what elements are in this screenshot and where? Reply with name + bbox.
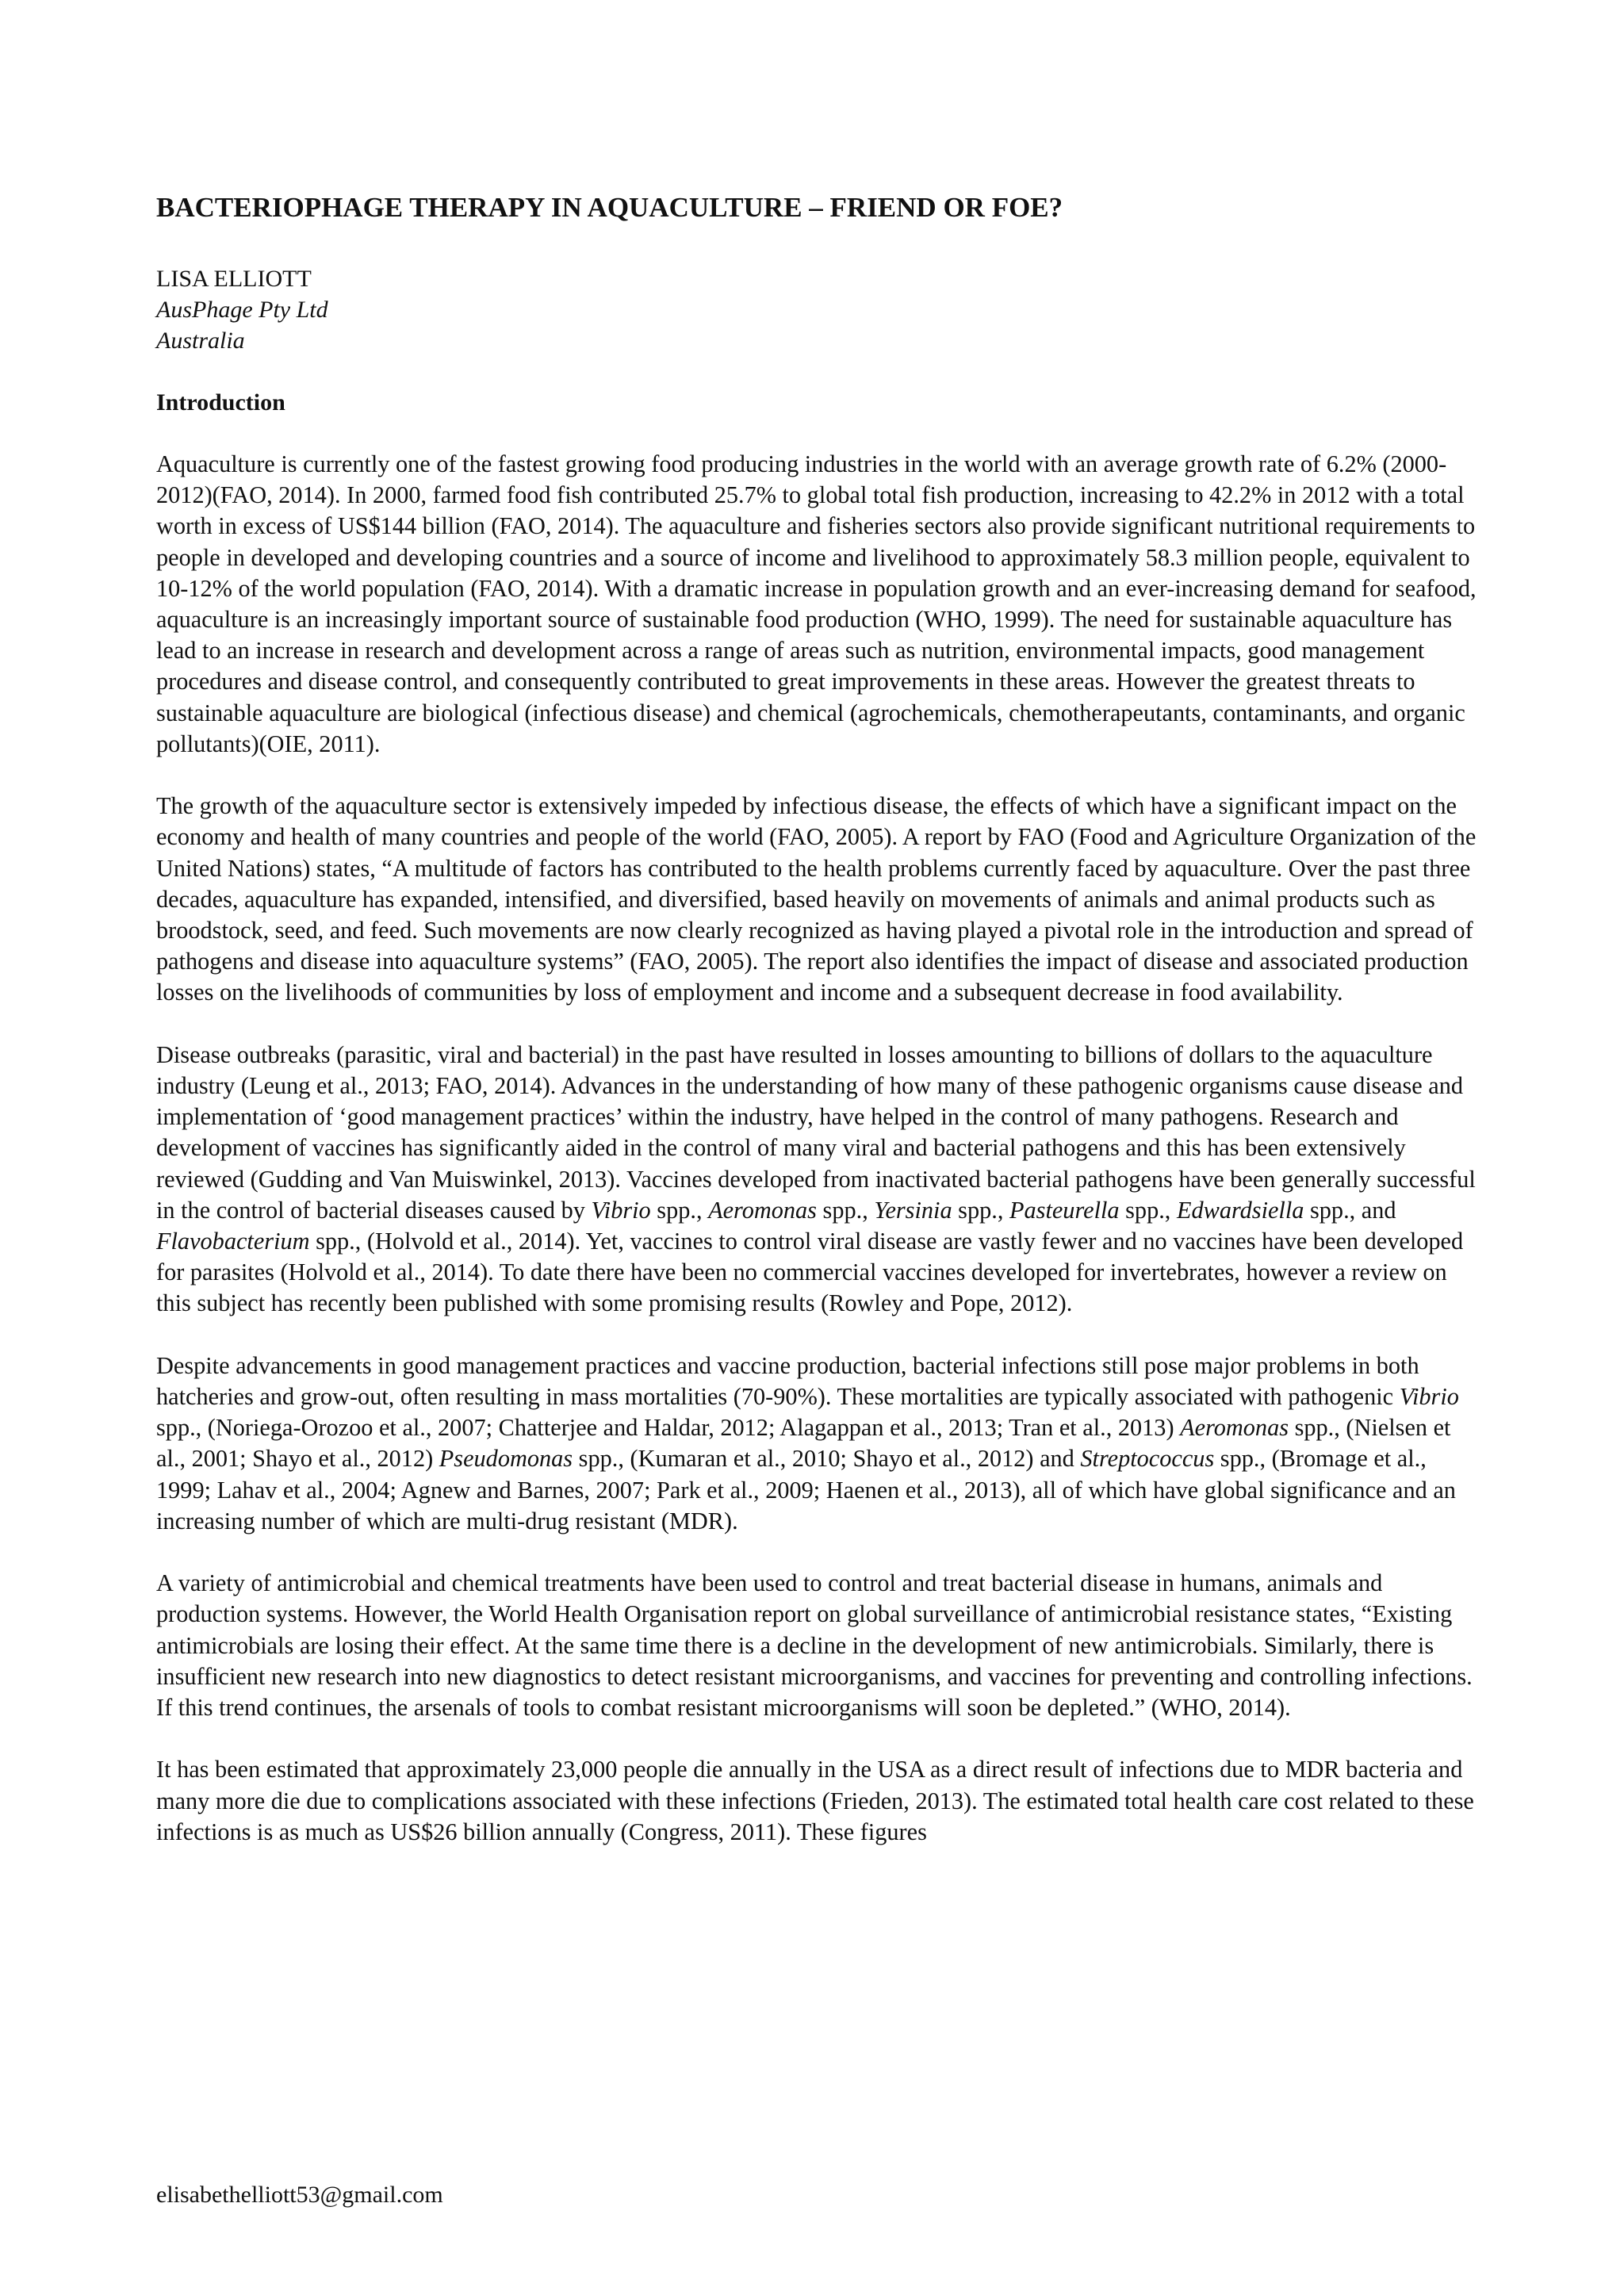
italic-term: Pseudomonas [439, 1445, 573, 1473]
paper-title: BACTERIOPHAGE THERAPY IN AQUACULTURE – FRIEND OR FOE? [156, 192, 1063, 223]
italic-term: Streptococcus [1080, 1445, 1215, 1473]
text-run: spp., (Noriega-Orozoo et al., 2007; Chatterjee and Haldar, 2012; Alagappan et al., 2013; Tran et al., 2013) [156, 1414, 1181, 1442]
italic-term: Edwardsiella [1176, 1196, 1304, 1224]
text-run: spp., (Nielsen et al., 2001; Shayo et al., 2012) [156, 1414, 1451, 1473]
footer-email: elisabethelliott53@gmail.com [156, 2182, 443, 2208]
text-run: The growth of the aquaculture sector is extensively impeded by infectious disease, the effects of which have a significant impact on the economy and health of many countries and people of the world (FAO, 2005). A report by FAO (Food and Agriculture Organization of the United Nations) states, “A multitude of factors has contributed to the health problems currently faced by aquaculture. Over the past three decades, aquaculture has expanded, intensified, and diversified, based heavily on movements of animals and animal products such as broodstock, seed, and feed. Such movements are now clearly recognized as having played a pivotal role in the introduction and spread of pathogens and disease into aquaculture systems” (FAO, 2005). The report also identifies the impact of disease and associated production losses on the livelihoods of communities by loss of employment and income and a subsequent decrease in food availability. [156, 792, 1477, 1006]
text-run: spp., and [1304, 1196, 1396, 1224]
italic-term: Aeromonas [1180, 1414, 1289, 1442]
text-run: spp., (Bromage et al., 1999; Lahav et al., 2004; Agnew and Barnes, 2007; Park et al., 2009; Haenen et al., 2013), all of which have global significance and an increasing number of which are multi-drug resistant (MDR). [156, 1445, 1456, 1534]
italic-term: Vibrio [591, 1196, 651, 1224]
text-run: spp., [816, 1196, 875, 1224]
author-organization: AusPhage Pty Ltd [156, 297, 328, 323]
paragraph [156, 791, 1482, 1008]
text-run: Despite advancements in good management practices and vaccine production, bacterial infections still pose major problems in both hatcheries and grow-out, often resulting in mass mortalities (70-90%). These mortalities are typically associated with pathogenic [156, 1351, 1419, 1411]
text-run: spp., [650, 1196, 709, 1224]
paragraph [156, 1568, 1482, 1723]
text-run: It has been estimated that approximately 23,000 people die annually in the USA as a direct result of infections due to MDR bacteria and many more die due to complications associated with these infections (Frieden, 2013). The estimated total health care cost related to these infections is as much as US$26 billion annually (Congress, 2011). These figures [156, 1756, 1474, 1845]
italic-term: Yersinia [874, 1196, 952, 1224]
paragraph [156, 449, 1482, 760]
text-run: spp., [1119, 1196, 1177, 1224]
paragraph [156, 1040, 1482, 1320]
text-run: spp., (Kumaran et al., 2010; Shayo et al., 2012) and [573, 1445, 1081, 1473]
text-run: spp., [952, 1196, 1009, 1224]
text-run: A variety of antimicrobial and chemical treatments have been used to control and treat bacterial disease in humans, animals and production systems. However, the World Health Organisation report on global surveillance of antimicrobial resistance states, “Existing antimicrobials are losing their effect. At the same time there is a decline in the development of new antimicrobials. Similarly, there is insufficient new research into new diagnostics to detect resistant microorganisms, and vaccines for preventing and controlling infections. If this trend continues, the arsenals of tools to combat resistant microorganisms will soon be depleted.” (WHO, 2014). [156, 1569, 1473, 1722]
author-country: Australia [156, 328, 245, 354]
text-run: spp., (Holvold et al., 2014). Yet, vaccines to control viral disease are vastly fewer and no vaccines have been developed for parasites (Holvold et al., 2014). To date there have been no commercial vaccines developed for invertebrates, however a review on this subject has recently been published with some promising results (Rowley and Pope, 2012). [156, 1228, 1464, 1317]
italic-term: Vibrio [1399, 1383, 1459, 1411]
italic-term: Flavobacterium [156, 1228, 310, 1255]
paragraph [156, 1754, 1482, 1848]
author-name: LISA ELLIOTT [156, 266, 312, 292]
paragraph [156, 1351, 1482, 1537]
body-text [156, 449, 1482, 1848]
section-heading: Introduction [156, 389, 285, 416]
text-run: Aquaculture is currently one of the fastest growing food producing industries in the world with an average growth rate of 6.2% (2000-2012)(FAO, 2014). In 2000, farmed food fish contributed 25.7% to global total fish production, increasing to 42.2% in 2012 with a total worth in excess of US$144 billion (FAO, 2014). The aquaculture and fisheries sectors also provide significant nutritional requirements to people in developed and developing countries and a source of income and livelihood to approximately 58.3 million people, equivalent to 10-12% of the world population (FAO, 2014). With a dramatic increase in population growth and an ever-increasing demand for seafood, aquaculture is an increasingly important source of sustainable food production (WHO, 1999). The need for sustainable aquaculture has lead to an increase in research and development across a range of areas such as nutrition, environmental impacts, good management procedures and disease control, and consequently contributed to great improvements in these areas. However the greatest threats to sustainable aquaculture are biological (infectious disease) and chemical (agrochemicals, chemotherapeutants, contaminants, and organic pollutants)(OIE, 2011). [156, 450, 1477, 757]
italic-term: Aeromonas [708, 1196, 817, 1224]
italic-term: Pasteurella [1009, 1196, 1120, 1224]
document-page [156, 190, 1482, 1879]
text-run: Disease outbreaks (parasitic, viral and bacterial) in the past have resulted in losses amounting to billions of dollars to the aquaculture industry (Leung et al., 2013; FAO, 2014). Advances in the understanding of how many of these pathogenic organisms cause disease and implementation of ‘good management practices’ within the industry, have helped in the control of many pathogens. Research and development of vaccines has significantly aided in the control of many viral and bacterial pathogens and this has been extensively reviewed (Gudding and Van Muiswinkel, 2013). Vaccines developed from inactivated bacterial pathogens have been generally successful in the control of bacterial diseases caused by [156, 1040, 1476, 1224]
